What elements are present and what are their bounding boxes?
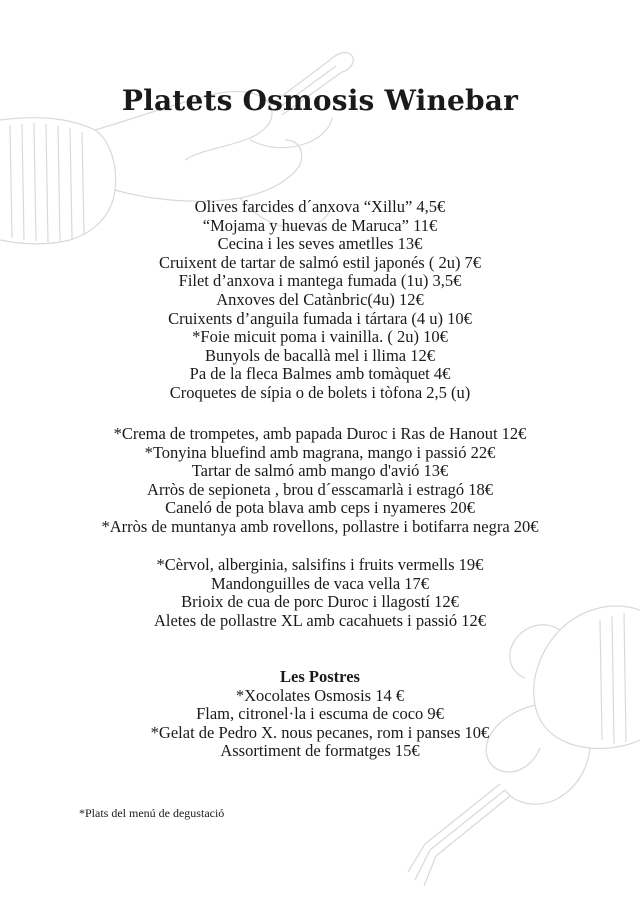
- menu-section-postres: [0, 668, 640, 761]
- menu-item: Flam, citronel·la i escuma de coco 9€: [196, 704, 444, 724]
- menu-item: Cecina i les seves ametlles 13€: [217, 234, 423, 254]
- menu-item: Filet d’anxova i mantega fumada (1u) 3,5€: [178, 271, 462, 291]
- menu-item: Assortiment de formatges 15€: [220, 741, 420, 761]
- postres-heading: Les Postres: [280, 667, 360, 686]
- menu-item: Anxoves del Catànbric(4u) 12€: [216, 289, 424, 309]
- menu-item: *Foie micuit poma i vainilla. ( 2u) 10€: [192, 327, 448, 347]
- menu-item: Bunyols de bacallà mel i llima 12€: [204, 345, 436, 365]
- menu-item: Aletes de pollastre XL amb cacahuets i passió 12€: [153, 610, 487, 630]
- menu-item: Caneló de pota blava amb ceps i nyameres 20€: [165, 498, 475, 518]
- menu-item: Brioix de cua de porc Duroc i llagostí 12€: [181, 592, 459, 612]
- menu-item: Cruixents d’anguila fumada i tártara (4 u) 10€: [168, 308, 472, 328]
- menu-item: Mandonguilles de vaca vella 17€: [210, 573, 430, 593]
- menu-item: Arròs de sepioneta , brou d´esscamarlà i estragó 18€: [147, 479, 493, 499]
- menu-item: Olives farcides d´anxova “Xillu” 4,5€: [194, 197, 446, 216]
- menu-item: *Xocolates Osmosis 14 €: [235, 685, 405, 705]
- menu-item: *Cèrvol, alberginia, salsifins i fruits vermells 19€: [156, 555, 484, 574]
- menu-section-meats: [0, 556, 640, 630]
- menu-item: Croquetes de sípia o de bolets i tòfona 2,5 (u): [169, 382, 471, 402]
- menu-section-starters: [0, 198, 640, 403]
- menu-item: Tartar de salmó amb mango d'avió 13€: [191, 461, 449, 481]
- menu-item: Pa de la fleca Balmes amb tomàquet 4€: [189, 364, 451, 384]
- menu-title: Platets Osmosis Winebar: [121, 84, 519, 117]
- menu-item: *Crema de trompetes, amb papada Duroc i Ras de Hanout 12€: [113, 424, 527, 443]
- menu-item: *Arròs de muntanya amb rovellons, pollastre i botifarra negra 20€: [101, 516, 539, 536]
- menu-item: *Gelat de Pedro X. nous pecanes, rom i panses 10€: [150, 722, 490, 742]
- menu-item: *Tonyina bluefind amb magrana, mango i passió 22€: [144, 442, 496, 462]
- menu-item: Cruixent de tartar de salmó estil japonés ( 2u) 7€: [158, 252, 482, 272]
- menu-section-mains: [0, 425, 640, 537]
- footnote: *Plats del menú de degustació: [79, 806, 225, 820]
- menu-item: “Mojama y huevas de Maruca” 11€: [202, 215, 438, 235]
